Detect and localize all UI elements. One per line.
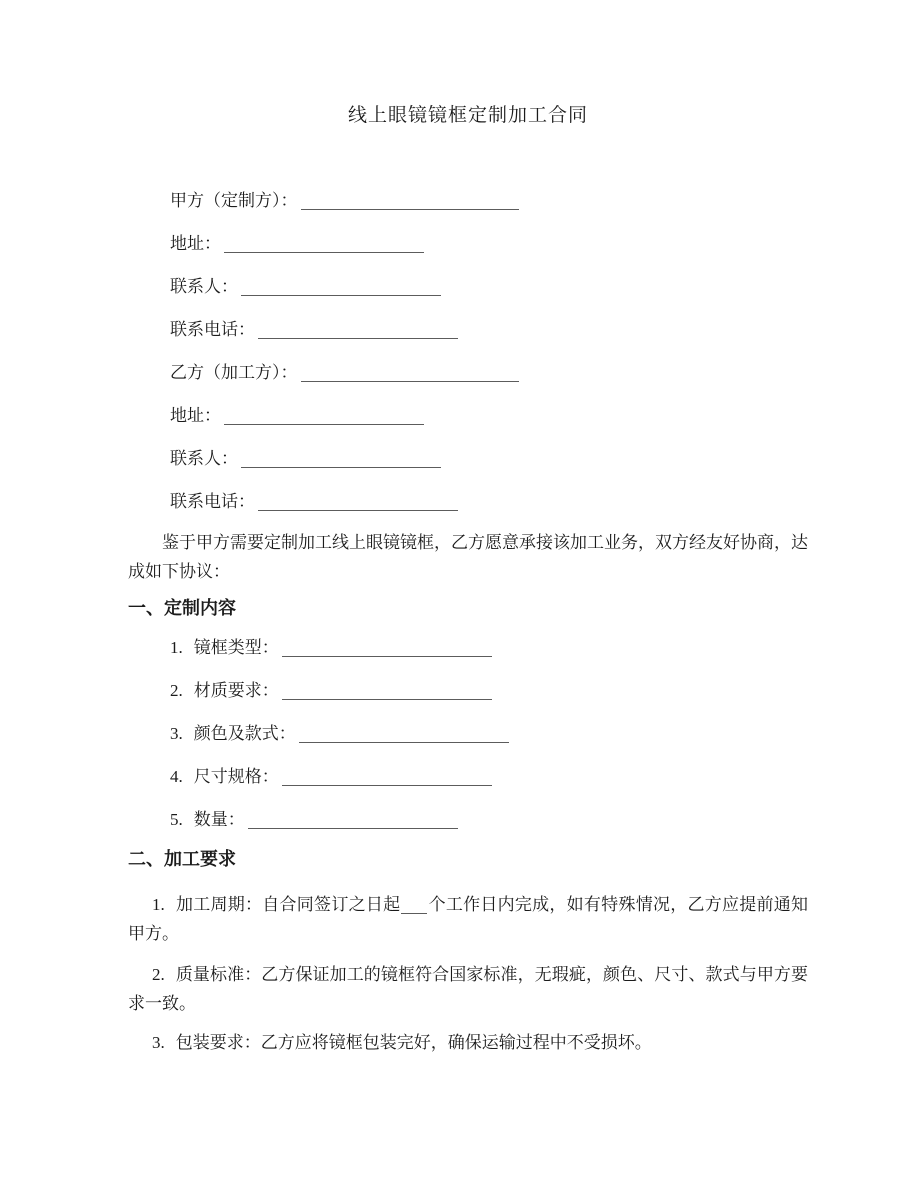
clause-processing-cycle [128, 890, 808, 948]
list-item-material [170, 680, 808, 702]
list-item-size-spec [170, 766, 808, 788]
document-title: 线上眼镜镜框定制加工合同 [347, 105, 588, 126]
field-blank-line[interactable] [224, 406, 424, 425]
section-heading-custom-content: 一、定制内容 [128, 598, 236, 618]
list-item-frame-type [170, 637, 808, 659]
item-label: 尺寸规格： [193, 767, 279, 786]
item-number: 1. [170, 638, 183, 657]
item-label: 材质要求： [193, 681, 279, 700]
field-label: 联系电话： [170, 492, 255, 511]
field-row-contact-b [170, 448, 808, 470]
item-blank-line[interactable] [248, 810, 458, 829]
field-row-address-b [170, 405, 808, 427]
clause-quality-standard [128, 960, 808, 1018]
clause-text: 加工周期：自合同签订之日起 [175, 895, 401, 914]
item-label: 镜框类型： [193, 638, 279, 657]
list-item-quantity [170, 809, 808, 831]
item-blank-line[interactable] [299, 724, 509, 743]
field-row-phone-b [170, 491, 808, 513]
field-blank-line[interactable] [258, 492, 458, 511]
field-blank-line[interactable] [241, 449, 441, 468]
field-label: 地址： [170, 406, 221, 425]
item-label: 数量： [193, 810, 245, 829]
field-label: 联系电话： [170, 320, 255, 339]
party-info-block [128, 190, 808, 513]
field-row-phone-a [170, 319, 808, 341]
custom-content-list [128, 637, 808, 831]
item-blank-line[interactable] [282, 681, 492, 700]
field-blank-line[interactable] [301, 191, 519, 210]
field-row-party-b [170, 362, 808, 384]
clause-number: 1. [152, 895, 165, 914]
list-item-color-style [170, 723, 808, 745]
clause-number: 3. [152, 1033, 165, 1052]
field-row-address-a [170, 233, 808, 255]
field-label: 联系人： [170, 449, 238, 468]
clause-text: 包装要求：乙方应将镜框包装完好，确保运输过程中不受损坏。 [175, 1033, 652, 1052]
item-label: 颜色及款式： [193, 724, 296, 743]
intro-paragraph: 鉴于甲方需要定制加工线上眼镜镜框，乙方愿意承接该加工业务，双方经友好协商，达成如下协议： [128, 533, 808, 581]
field-blank-line[interactable] [301, 363, 519, 382]
field-row-party-a [170, 190, 808, 212]
field-blank-line[interactable] [258, 320, 458, 339]
clause-text: 个工作日内完成，如有特殊情况，乙方应提前通知甲方。 [128, 895, 809, 943]
item-number: 4. [170, 767, 183, 786]
field-label: 地址： [170, 234, 221, 253]
field-label: 联系人： [170, 277, 238, 296]
clause-text: 质量标准：乙方保证加工的镜框符合国家标准，无瑕疵，颜色、尺寸、款式与甲方要求一致。 [128, 965, 808, 1013]
field-row-contact-a [170, 276, 808, 298]
inline-blank-line[interactable] [401, 895, 427, 914]
clause-number: 2. [152, 965, 165, 984]
clause-packaging-requirement [128, 1028, 808, 1057]
field-blank-line[interactable] [224, 234, 424, 253]
field-label: 甲方（定制方）： [170, 191, 298, 210]
section-heading-processing-requirements: 二、加工要求 [128, 849, 236, 869]
item-number: 5. [170, 810, 183, 829]
item-blank-line[interactable] [282, 638, 492, 657]
item-number: 3. [170, 724, 183, 743]
field-label: 乙方（加工方）： [170, 363, 298, 382]
item-number: 2. [170, 681, 183, 700]
item-blank-line[interactable] [282, 767, 492, 786]
field-blank-line[interactable] [241, 277, 441, 296]
